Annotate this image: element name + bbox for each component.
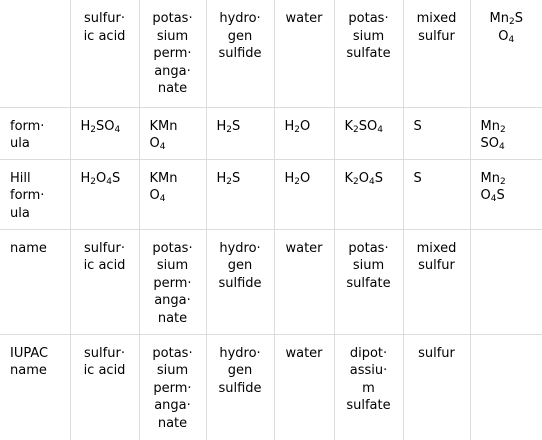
table-cell: hydro· gen sulfide [206,229,274,334]
row-label-iupac-name: IUPAC name [0,334,70,440]
table-cell: dipot· assiu· m sulfate [334,334,403,440]
header-row [0,0,542,107]
table-cell: $K_2O_4S$ [334,159,403,229]
table-cell: S [403,107,470,159]
row-label-name: name [0,229,70,334]
header-cell-potassium-permanganate: potas· sium perm· anga· nate [139,0,206,107]
table-cell [470,334,542,440]
table-cell: potas· sium sulfate [334,229,403,334]
table-cell: $H_2O$ [274,107,334,159]
table-cell: $Mn_2$ $SO_4$ [470,107,542,159]
table-cell: potas· sium perm· anga· nate [139,229,206,334]
table-cell: S [403,159,470,229]
header-cell-water: water [274,0,334,107]
table-cell: $H_2O_4S$ [70,159,139,229]
table-cell: $K_2SO_4$ [334,107,403,159]
table-row-hill-formula [0,159,542,229]
table-cell: potas· sium perm· anga· nate [139,334,206,440]
header-cell-hydrogen-sulfide: hydro· gen sulfide [206,0,274,107]
table-cell: water [274,334,334,440]
table-cell: sulfur· ic acid [70,334,139,440]
table-cell: water [274,229,334,334]
header-cell-mixed-sulfur: mixed sulfur [403,0,470,107]
table-cell [470,229,542,334]
table-cell: mixed sulfur [403,229,470,334]
table-cell: sulfur [403,334,470,440]
row-label-hill-formula: Hill form· ula [0,159,70,229]
table-cell: KMn $O_4$ [139,107,206,159]
table-cell: $H_2S$ [206,107,274,159]
header-cell-corner [0,0,70,107]
table-cell: $H_2S$ [206,159,274,229]
header-cell-sulfuric-acid: sulfur· ic acid [70,0,139,107]
table-row-name [0,229,542,334]
table-row-formula [0,107,542,159]
table-cell: sulfur· ic acid [70,229,139,334]
table-row-iupac-name [0,334,542,440]
header-cell-mn2so4: $Mn_2S$ $O_4$ [470,0,542,107]
table-cell: $H_2SO_4$ [70,107,139,159]
table-cell: $H_2O$ [274,159,334,229]
table-cell: KMn $O_4$ [139,159,206,229]
row-label-formula: form· ula [0,107,70,159]
table-cell: $Mn_2$ $O_4S$ [470,159,542,229]
table-cell: hydro· gen sulfide [206,334,274,440]
header-cell-potassium-sulfate: potas· sium sulfate [334,0,403,107]
